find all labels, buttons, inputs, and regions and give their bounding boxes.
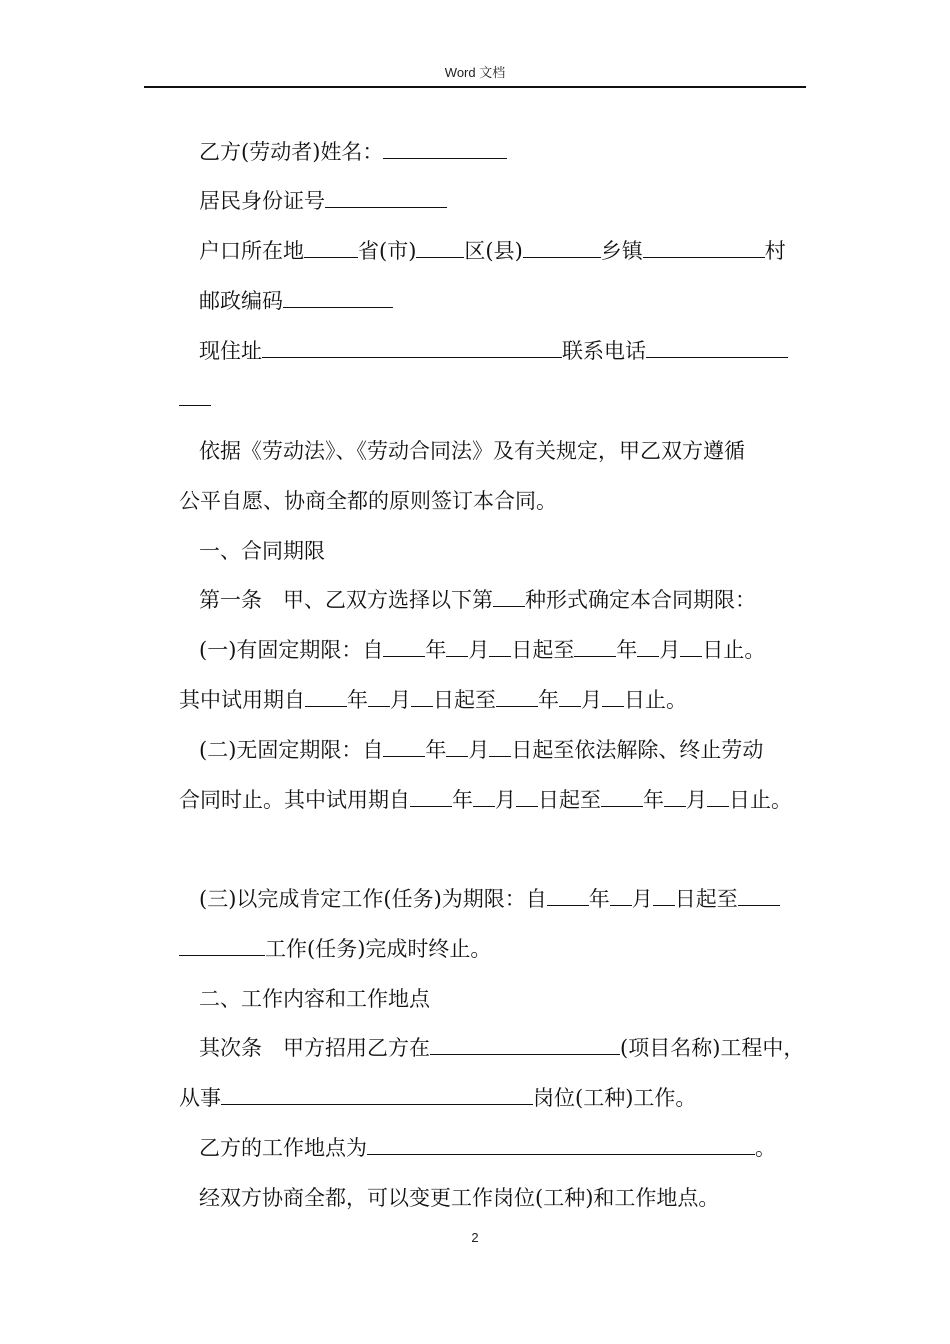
id-number-label: 居民身份证号 xyxy=(199,189,325,213)
township-blank[interactable] xyxy=(523,237,601,258)
probation-line-1 xyxy=(179,686,687,714)
village-label: 村 xyxy=(764,239,786,263)
district-label: 区(县) xyxy=(464,239,523,263)
end-year-label: 年 xyxy=(616,638,638,662)
task-completion-text: 工作(任务)完成时终止。 xyxy=(265,937,492,961)
end-year-blank[interactable] xyxy=(601,786,643,807)
end-day-label: 日止。 xyxy=(729,788,792,812)
project-name-blank[interactable] xyxy=(430,1034,620,1055)
party-b-name-blank[interactable] xyxy=(383,138,507,159)
end-year-blank[interactable] xyxy=(496,686,538,707)
day-blank[interactable] xyxy=(489,736,511,757)
id-number-blank[interactable] xyxy=(325,187,447,208)
article-1-text: 种形式确定本合同期限： xyxy=(525,588,756,612)
page-header: Word 文档 xyxy=(444,65,506,80)
postal-code-blank[interactable] xyxy=(283,287,393,308)
party-b-name-line xyxy=(199,138,507,166)
year-label: 年 xyxy=(347,688,368,712)
open-term-line xyxy=(199,736,763,764)
province-blank[interactable] xyxy=(304,237,358,258)
position-line xyxy=(179,1084,696,1112)
preamble-line-2: 公平自愿、协商全都的原则签订本合同。 xyxy=(179,489,557,513)
end-month-blank[interactable] xyxy=(559,686,581,707)
phone-blank-continuation xyxy=(179,385,211,413)
end-month-blank[interactable] xyxy=(664,786,686,807)
day-blank[interactable] xyxy=(516,786,538,807)
page-number: 2 xyxy=(471,1230,479,1245)
article-2-line xyxy=(199,1034,804,1062)
article-1-label: 第一条 甲、乙双方选择以下第 xyxy=(199,588,493,612)
household-label: 户口所在地 xyxy=(199,239,304,263)
month-blank[interactable] xyxy=(473,786,495,807)
month-blank[interactable] xyxy=(368,686,390,707)
end-month-blank[interactable] xyxy=(637,636,659,657)
village-blank[interactable] xyxy=(643,237,765,258)
open-term-text: 日起至依法解除、终止劳动 xyxy=(511,738,764,762)
end-month-label: 月 xyxy=(686,788,707,812)
task-completion-line xyxy=(179,935,491,963)
end-year-label: 年 xyxy=(643,788,664,812)
phone-label: 联系电话 xyxy=(562,339,646,363)
household-registration-line xyxy=(199,237,786,265)
end-day-blank[interactable] xyxy=(680,636,702,657)
task-term-line xyxy=(199,885,780,913)
position-text: 岗位(工种)工作。 xyxy=(533,1086,697,1110)
project-name-text: (项目名称)工程中， xyxy=(620,1036,805,1060)
month-label: 月 xyxy=(495,788,516,812)
phone-blank[interactable] xyxy=(646,337,788,358)
year-label: 年 xyxy=(425,638,447,662)
year-blank[interactable] xyxy=(547,885,589,906)
change-clause-line: 经双方协商全都，可以变更工作岗位(工种)和工作地点。 xyxy=(199,1186,720,1210)
article-2-label: 其次条 甲方招用乙方在 xyxy=(199,1036,430,1060)
year-blank[interactable] xyxy=(383,736,425,757)
article-1-line xyxy=(199,586,756,614)
year-blank[interactable] xyxy=(305,686,347,707)
fixed-term-label: (一)有固定期限：自 xyxy=(199,638,384,662)
year-label: 年 xyxy=(425,738,447,762)
task-term-label: (三)以完成肯定工作(任务)为期限：自 xyxy=(199,887,547,911)
province-label: 省(市) xyxy=(358,239,417,263)
month-label: 月 xyxy=(468,638,490,662)
party-b-name-label: 乙方(劳动者)姓名： xyxy=(199,140,384,164)
month-label: 月 xyxy=(631,887,653,911)
end-day-blank[interactable] xyxy=(707,786,729,807)
fixed-term-line xyxy=(199,636,765,664)
day-blank[interactable] xyxy=(489,636,511,657)
probation-line-2 xyxy=(179,786,792,814)
address-phone-line xyxy=(199,337,788,365)
month-label: 月 xyxy=(468,738,490,762)
work-location-line xyxy=(199,1134,776,1162)
probation-label: 其中试用期自 xyxy=(179,688,305,712)
id-number-line xyxy=(199,187,447,215)
postal-code-line xyxy=(199,287,393,315)
end-month-label: 月 xyxy=(581,688,602,712)
day-blank[interactable] xyxy=(653,885,675,906)
task-end-blank-cont[interactable] xyxy=(179,935,265,956)
end-year-label: 年 xyxy=(538,688,559,712)
start-label: 日起至 xyxy=(433,688,496,712)
year-blank[interactable] xyxy=(383,636,425,657)
position-label: 从事 xyxy=(179,1086,221,1110)
year-label: 年 xyxy=(588,887,610,911)
start-label: 日起至 xyxy=(511,638,575,662)
preamble-line-1: 依据《劳动法》、《劳动合同法》及有关规定，甲乙双方遵循 xyxy=(199,439,745,463)
work-location-label: 乙方的工作地点为 xyxy=(199,1136,367,1160)
postal-code-label: 邮政编码 xyxy=(199,289,283,313)
section-1-heading: 一、合同期限 xyxy=(199,539,325,563)
start-label: 日起至 xyxy=(538,788,601,812)
township-label: 乡镇 xyxy=(600,239,643,263)
year-blank[interactable] xyxy=(410,786,452,807)
position-blank[interactable] xyxy=(221,1084,533,1105)
district-blank[interactable] xyxy=(416,237,464,258)
month-blank[interactable] xyxy=(446,636,468,657)
end-day-label: 日止。 xyxy=(624,688,687,712)
phone-blank-cont[interactable] xyxy=(179,385,211,406)
section-2-heading: 二、工作内容和工作地点 xyxy=(199,987,430,1011)
open-term-label: (二)无固定期限：自 xyxy=(199,738,384,762)
form-choice-blank[interactable] xyxy=(493,586,525,607)
address-label: 现住址 xyxy=(199,339,262,363)
work-location-blank[interactable] xyxy=(367,1134,755,1155)
work-location-end: 。 xyxy=(755,1136,776,1160)
end-day-label: 日止。 xyxy=(702,638,766,662)
month-label: 月 xyxy=(390,688,411,712)
end-day-blank[interactable] xyxy=(602,686,624,707)
start-label: 日起至 xyxy=(674,887,738,911)
probation-label: 合同时止。其中试用期自 xyxy=(179,788,410,812)
end-month-label: 月 xyxy=(659,638,681,662)
month-blank[interactable] xyxy=(446,736,468,757)
address-blank[interactable] xyxy=(262,337,562,358)
month-blank[interactable] xyxy=(610,885,632,906)
task-end-blank[interactable] xyxy=(738,885,780,906)
year-label: 年 xyxy=(452,788,473,812)
header-rule xyxy=(144,86,806,88)
day-blank[interactable] xyxy=(411,686,433,707)
end-year-blank[interactable] xyxy=(574,636,616,657)
